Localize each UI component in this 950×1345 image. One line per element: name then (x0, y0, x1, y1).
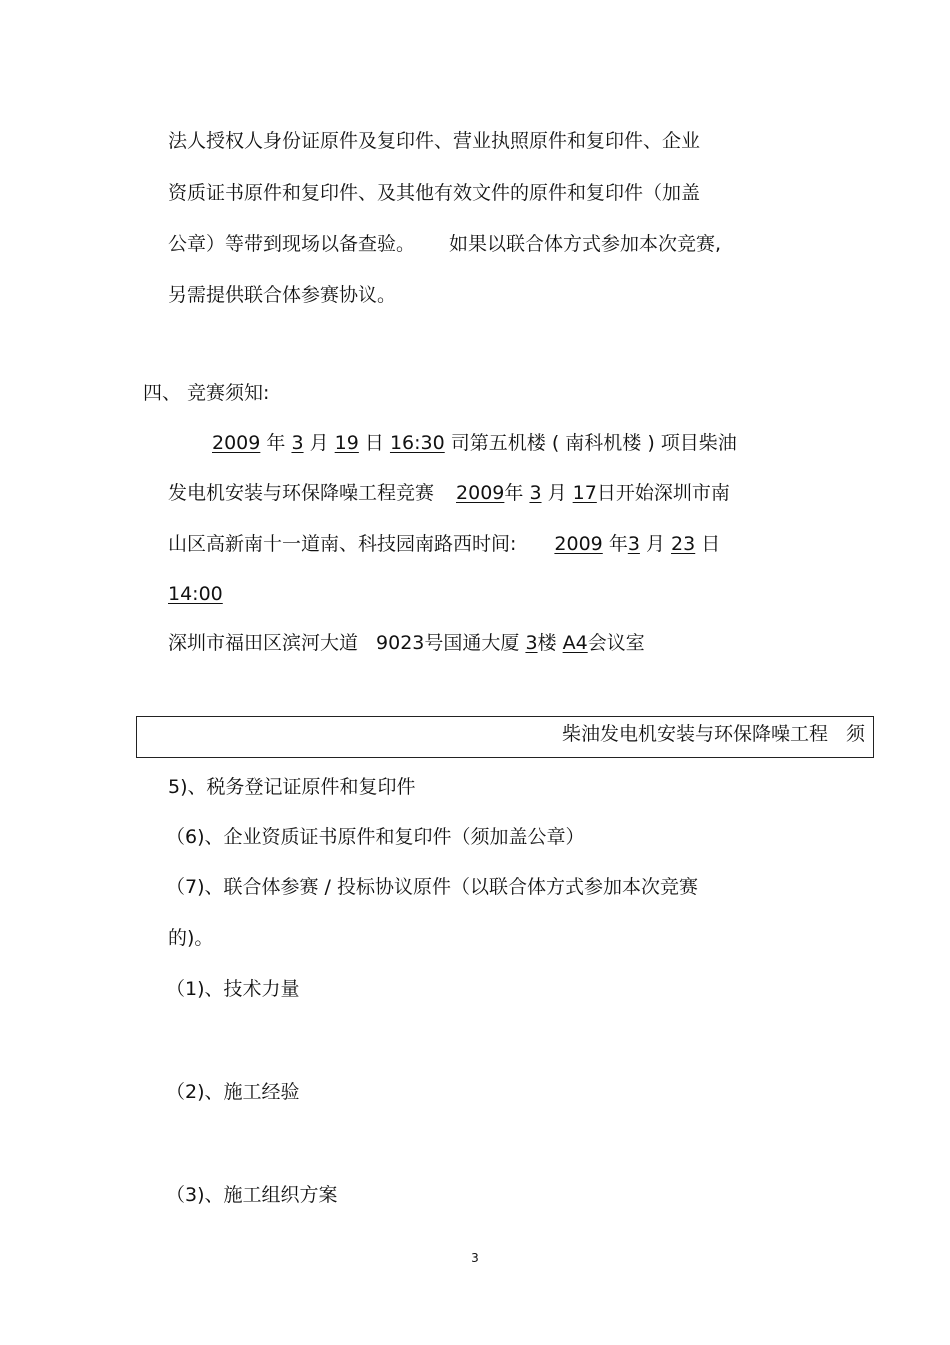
building-name: 号国通大厦 (424, 632, 520, 654)
header-box-title: 柴油发电机安装与环保降噪工程 (561, 723, 828, 745)
list-item-7a: （7)、联合体参赛 / 投标协议原件（以联合体方式参加本次竞赛 (166, 876, 698, 898)
section-heading: 四、 竞赛须知: (143, 382, 270, 404)
date3-time: 14:00 (168, 583, 223, 605)
notice-line5 (168, 630, 645, 656)
para1-line3 (168, 231, 721, 257)
start-day: 19 (334, 432, 359, 454)
notice-line2 (168, 480, 730, 506)
para1-line4: 另需提供联合体参赛协议。 (168, 284, 397, 306)
room-number: A4 (562, 632, 588, 654)
date2-month: 3 (529, 482, 542, 504)
header-box (136, 716, 874, 758)
list-item-b2: （2)、施工经验 (166, 1081, 300, 1103)
list-item-5: 5)、税务登记证原件和复印件 (168, 776, 416, 798)
para1-line2: 资质证书原件和复印件、及其他有效文件的原件和复印件（加盖 (168, 182, 701, 204)
address-a: 深圳市福田区滨河大道 (168, 632, 359, 654)
page-number: 3 (471, 1251, 479, 1265)
project-name-b: 发电机安装与环保降噪工程竞赛 (168, 482, 435, 504)
room-char: 会议室 (587, 632, 645, 654)
para1-line3-a: 公章）等带到现场以备查验。 (168, 233, 416, 255)
para1-line1: 法人授权人身份证原件及复印件、营业执照原件和复印件、企业 (168, 130, 701, 152)
date2-year: 2009 (456, 482, 505, 504)
start-month: 3 (291, 432, 304, 454)
start-time: 16:30 (389, 432, 445, 454)
month-char: 月 (645, 533, 665, 555)
para1-line3-b: 如果以联合体方式参加本次竞赛, (449, 233, 722, 255)
project-name-a: 司第五机楼 ( 南科机楼 ) 项目柴油 (450, 432, 737, 454)
date3-month: 3 (627, 533, 640, 555)
list-item-7b: 的)。 (168, 927, 214, 949)
day-char: 日 (364, 432, 384, 454)
header-box-text (562, 721, 865, 747)
start-year: 2009 (212, 432, 261, 454)
list-item-b3: （3)、施工组织方案 (166, 1184, 338, 1206)
header-box-tail: 须 (845, 723, 865, 745)
address-number: 9023 (376, 632, 425, 654)
location-a: 日开始深圳市南 (596, 482, 730, 504)
year-char: 年 (608, 533, 628, 555)
list-item-b1: （1)、技术力量 (166, 978, 300, 1000)
month-char: 月 (309, 432, 329, 454)
floor-char: 楼 (537, 632, 557, 654)
floor-number: 3 (525, 632, 538, 654)
list-item-6: （6)、企业资质证书原件和复印件（须加盖公章） (166, 826, 585, 848)
day-char: 日 (701, 533, 721, 555)
notice-line4 (168, 581, 223, 607)
month-char: 月 (547, 482, 567, 504)
year-char: 年 (504, 482, 524, 504)
notice-line3 (168, 531, 720, 557)
year-char: 年 (266, 432, 286, 454)
date2-day: 17 (572, 482, 597, 504)
location-b: 山区高新南十一道南、科技园南路西时间: (168, 533, 517, 555)
notice-line1 (212, 430, 737, 456)
date3-year: 2009 (554, 533, 603, 555)
date3-day: 23 (671, 533, 696, 555)
